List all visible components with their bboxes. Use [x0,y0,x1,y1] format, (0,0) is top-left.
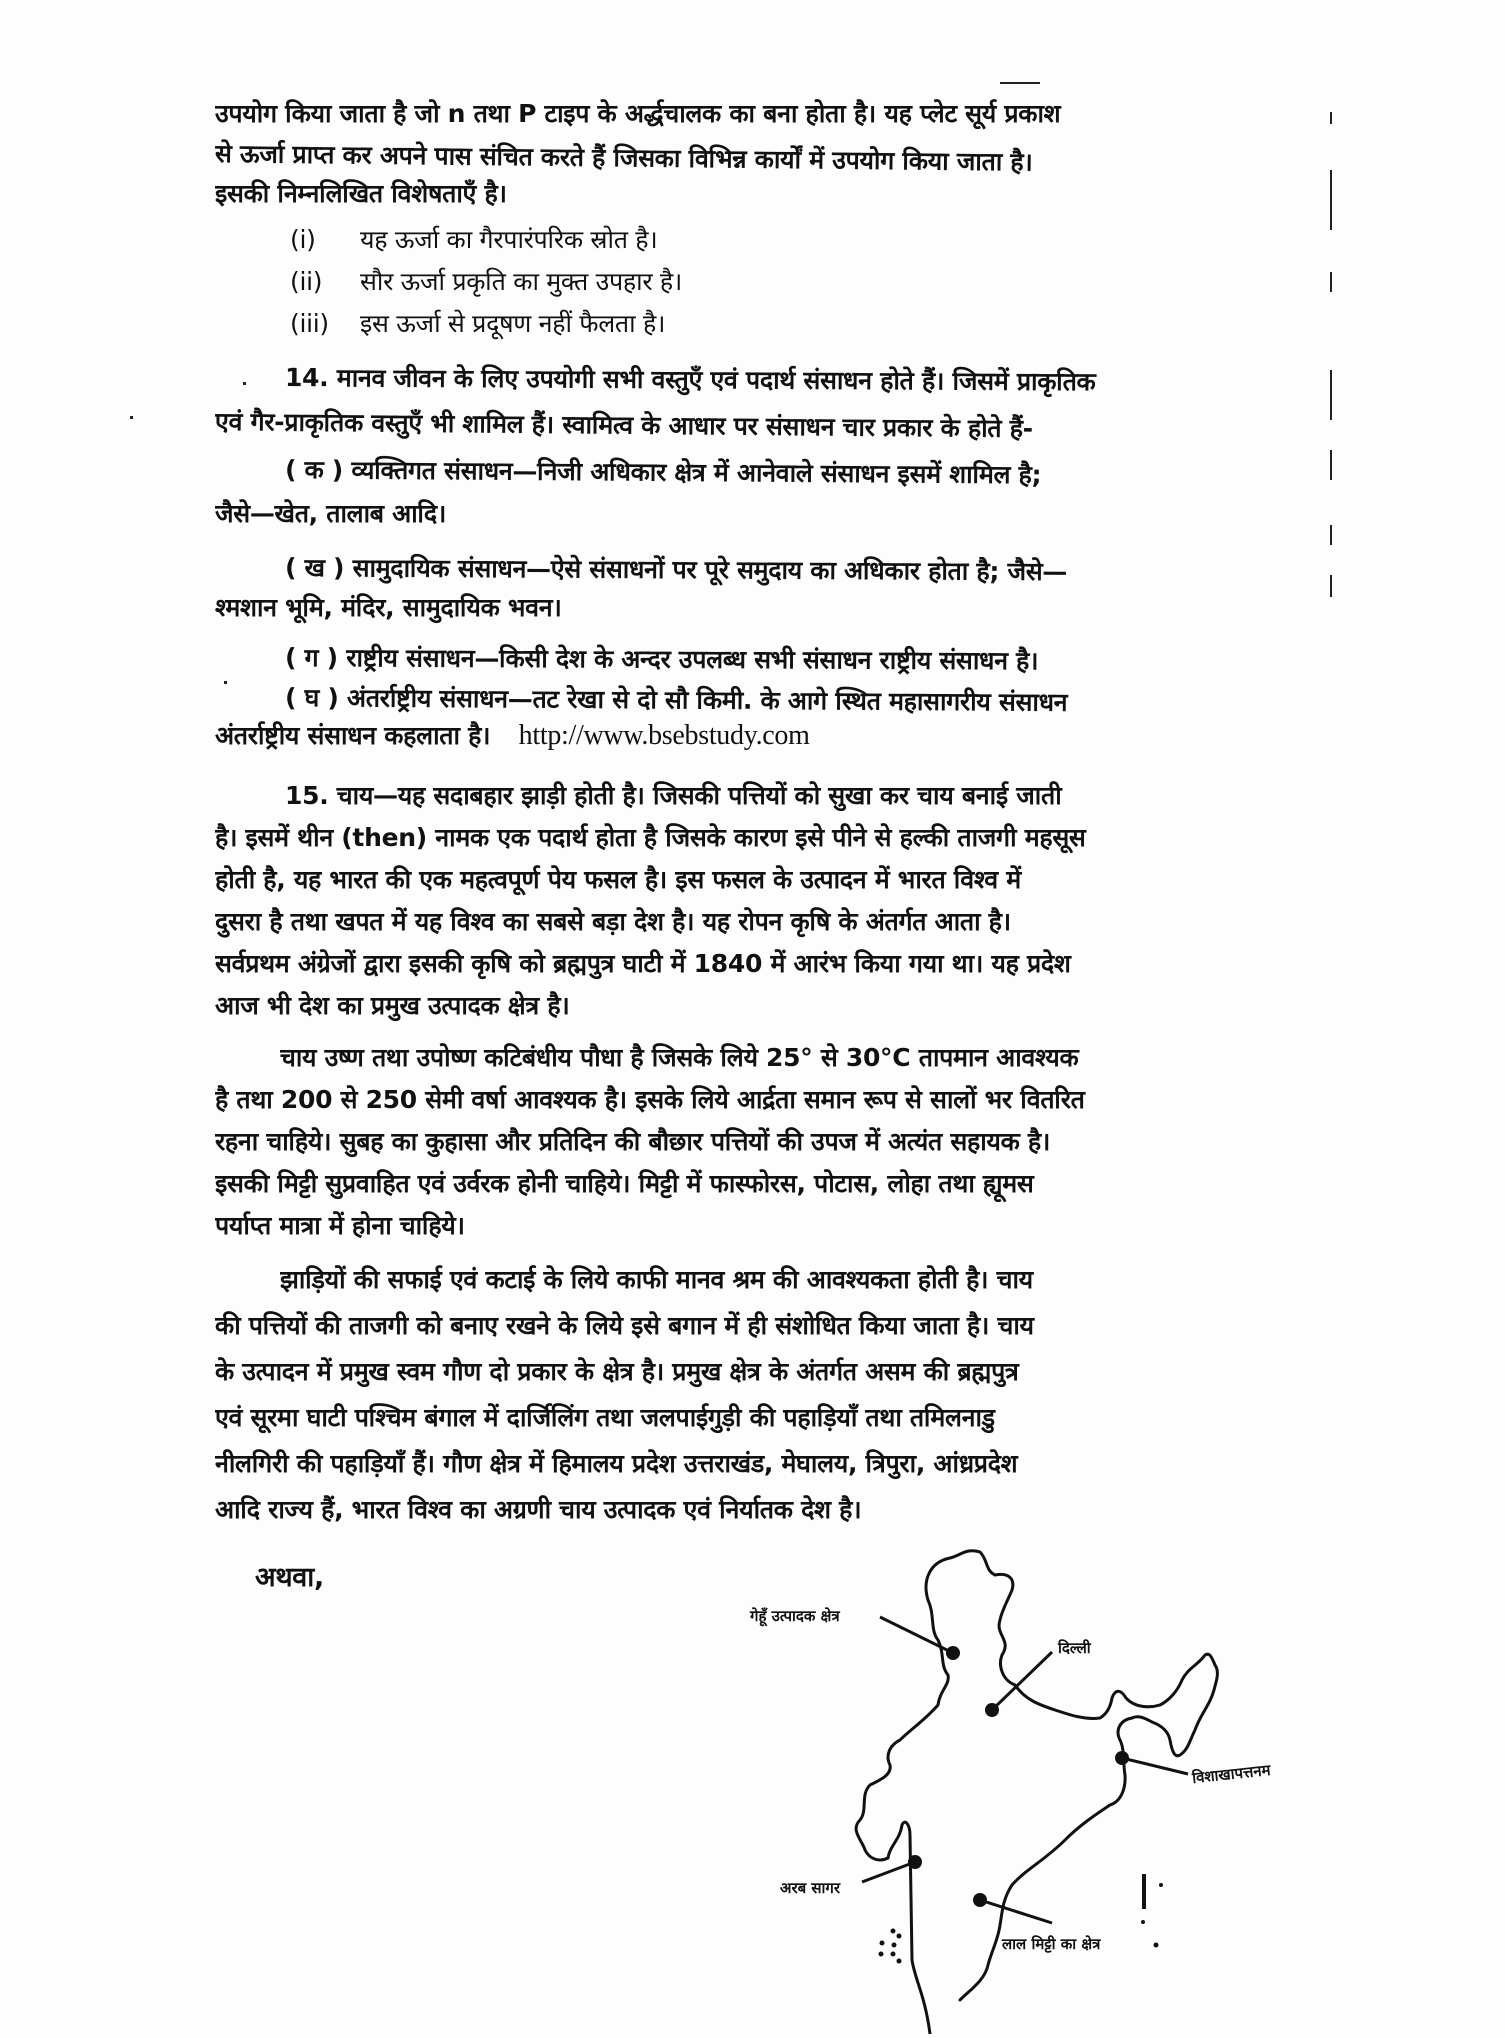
resource-type-b-cont: श्मशान भूमि, मंदिर, सामुदायिक भवन। [215,593,562,622]
map-label-visakhapatnam: विशाखापत्तनम [1191,1760,1272,1788]
q15-para2-line: है तथा 200 से 250 सेमी वर्षा आवश्यक है। इसके लिये आर्द्रता समान रूप से सालों भर वितरित [215,1085,1085,1114]
q15-para2-line: रहना चाहिये। सुबह का कुहासा और प्रतिदिन की बौछार पत्तियों की उपज में अत्यंत सहायक है। [215,1127,1051,1156]
type-title: व्यक्तिगत संसाधन— [351,455,538,486]
or-label: अथवा, [255,1562,324,1593]
type-marker: ( ख ) [284,553,345,583]
map-label-wheat-region: गेहूँ उत्पादक क्षेत्र [750,1607,840,1625]
website-url[interactable]: http://www.bsebstudy.com [518,720,810,751]
scan-artifact [1330,525,1332,545]
intro-line-3: इसकी निम्नलिखित विशेषताएँ है। [215,179,507,208]
resource-type-a [285,452,1310,495]
feature-text: यह ऊर्जा का गैरपारंपरिक स्रोत है। [360,225,658,254]
scan-artifact [1000,82,1040,84]
q15-para2-line: इसकी मिट्टी सुप्रवाहित एवं उर्वरक होनी चाहिये। मिट्टी में फास्फोरस, पोटास, लोहा तथा ह्यूमस [215,1169,1034,1198]
type-text: तट रेखा से दो सौ किमी. के आगे स्थित महासागरीय संसाधन [532,684,1068,717]
q14-line-1 [285,360,1310,401]
q15-para3-line: नीलगिरी की पहाड़ियाँ हैं। गौण क्षेत्र में हिमालय प्रदेश उत्तराखंड, मेघालय, त्रिपुरा, आंध्रप्रदेश [215,1449,1018,1478]
map-label-delhi: दिल्ली [1058,1639,1091,1657]
q15-para3-line: के उत्पादन में प्रमुख स्वम गौण दो प्रकार के क्षेत्र है। प्रमुख क्षेत्र के अंतर्गत असम की ब्रह्मपुत्र [215,1357,1019,1386]
type-text: किसी देश के अन्दर उपलब्ध सभी संसाधन राष्ट्रीय संसाधन है। [498,643,1039,676]
scan-artifact [1330,575,1332,597]
scan-artifact [243,382,246,385]
q15-line-1 [285,778,1310,814]
map-label-arabian-sea: अरब सागर [780,1879,840,1897]
feature-number: (i) [290,225,316,254]
q15-para1-line: सर्वप्रथम अंग्रेजों द्वारा इसकी कृषि को ब्रह्मपुत्र घाटी में 1840 में आरंभ किया गया था। यह प्रदेश [215,949,1071,978]
q15-para3-line: झाड़ियों की सफाई एवं कटाई के लिये काफी मानव श्रम की आवश्यकता होती है। चाय [280,1265,1033,1294]
type-title: अंतर्राष्ट्रीय संसाधन— [346,683,533,714]
question-number: 15. [285,781,329,810]
intro-line-2: से ऊर्जा प्राप्त कर अपने पास संचित करते हैं जिसका विभिन्न कार्यों में उपयोग किया जाता है। [214,139,1033,177]
q15-text: यह सदाबहार झाड़ी होती है। जिसकी पत्तियों को सुखा कर चाय बनाई जाती [397,781,1062,810]
feature-number: (ii) [290,267,323,296]
q14-line-2: एवं गैर-प्राकृतिक वस्तुएँ भी शामिल हैं। स्वामित्व के आधार पर संसाधन चार प्रकार के होते हैं- [214,407,1033,444]
feature-text: इस ऊर्जा से प्रदूषण नहीं फैलता है। [360,309,666,338]
type-marker: ( ग ) [284,643,338,673]
q14-text: मानव जीवन के लिए उपयोगी सभी वस्तुएँ एवं पदार्थ संसाधन होते हैं। जिसमें प्राकृतिक [336,363,1096,397]
scan-artifact [1330,370,1332,420]
type-marker: ( क ) [284,455,344,485]
feature-item [290,264,1090,300]
q15-para3-line: की पत्तियों की ताजगी को बनाए रखने के लिये इसे बगान में ही संशोधित किया जाता है। चाय [215,1311,1034,1340]
map-label-red-soil: लाल मिट्टी का क्षेत्र [1002,1935,1101,1953]
q15-para1-line: दुसरा है तथा खपत में यह विश्व का सबसे बड़ा देश है। यह रोपन कृषि के अंतर्गत आता है। [215,907,1011,936]
q15-para2-line: पर्याप्त मात्रा में होना चाहिये। [215,1211,465,1240]
q15-para1-line: होती है, यह भारत की एक महत्वपूर्ण पेय फसल है। इस फसल के उत्पादन में भारत विश्व में [215,865,1021,894]
resource-type-a-cont: जैसे—खेत, तालाब आदि। [215,499,447,528]
scan-artifact [1330,450,1332,480]
type-title: सामुदायिक संसाधन— [352,553,551,584]
intro-line-1: उपयोग किया जाता है जो n तथा P टाइप के अर्द्धचालक का बना होता है। यह प्लेट सूर्य प्रकाश [215,99,1061,128]
scan-artifact [224,681,227,684]
feature-item [290,222,1090,258]
q15-para1-line: है। इसमें थीन (then) नामक एक पदार्थ होता है जिसके कारण इसे पीने से हल्की ताजगी महसूस [215,823,1086,852]
feature-text: सौर ऊर्जा प्रकृति का मुक्त उपहार है। [360,267,683,296]
resource-type-c [285,640,1310,680]
q15-title: चाय— [336,781,398,810]
type-marker: ( घ ) [284,683,339,713]
q15-para2-line: चाय उष्ण तथा उपोष्ण कटिबंधीय पौधा है जिसके लिये 25° से 30°C तापमान आवश्यक [280,1043,1079,1072]
question-number: 14. [284,363,329,393]
scan-artifact [1330,170,1332,230]
type-cont-text: अंतर्राष्ट्रीय संसाधन कहलाता है। [215,721,491,750]
q15-para3-line: एवं सूरमा घाटी पश्चिम बंगाल में दार्जिलिंग तथा जलपाईगुड़ी की पहाड़ियाँ तथा तमिलनाडु [215,1403,995,1432]
india-outline-map [740,1540,1340,2034]
resource-type-b [285,550,1310,591]
type-text: ऐसे संसाधनों पर पूरे समुदाय का अधिकार होता है; जैसे— [550,554,1068,587]
feature-number: (iii) [290,309,329,338]
scan-artifact [1330,272,1332,292]
type-text: निजी अधिकार क्षेत्र में आनेवाले संसाधन इसमें शामिल है; [537,456,1042,490]
scan-artifact [1330,112,1332,124]
q15-para3-line: आदि राज्य हैं, भारत विश्व का अग्रणी चाय उत्पादक एवं निर्यातक देश है। [215,1495,862,1524]
resource-type-d [285,680,1310,722]
q15-para1-line: आज भी देश का प्रमुख उत्पादक क्षेत्र है। [215,991,570,1020]
feature-item [290,306,1090,342]
resource-type-d-cont [215,718,1310,754]
type-title: राष्ट्रीय संसाधन— [346,643,500,673]
scan-artifact [130,416,133,419]
